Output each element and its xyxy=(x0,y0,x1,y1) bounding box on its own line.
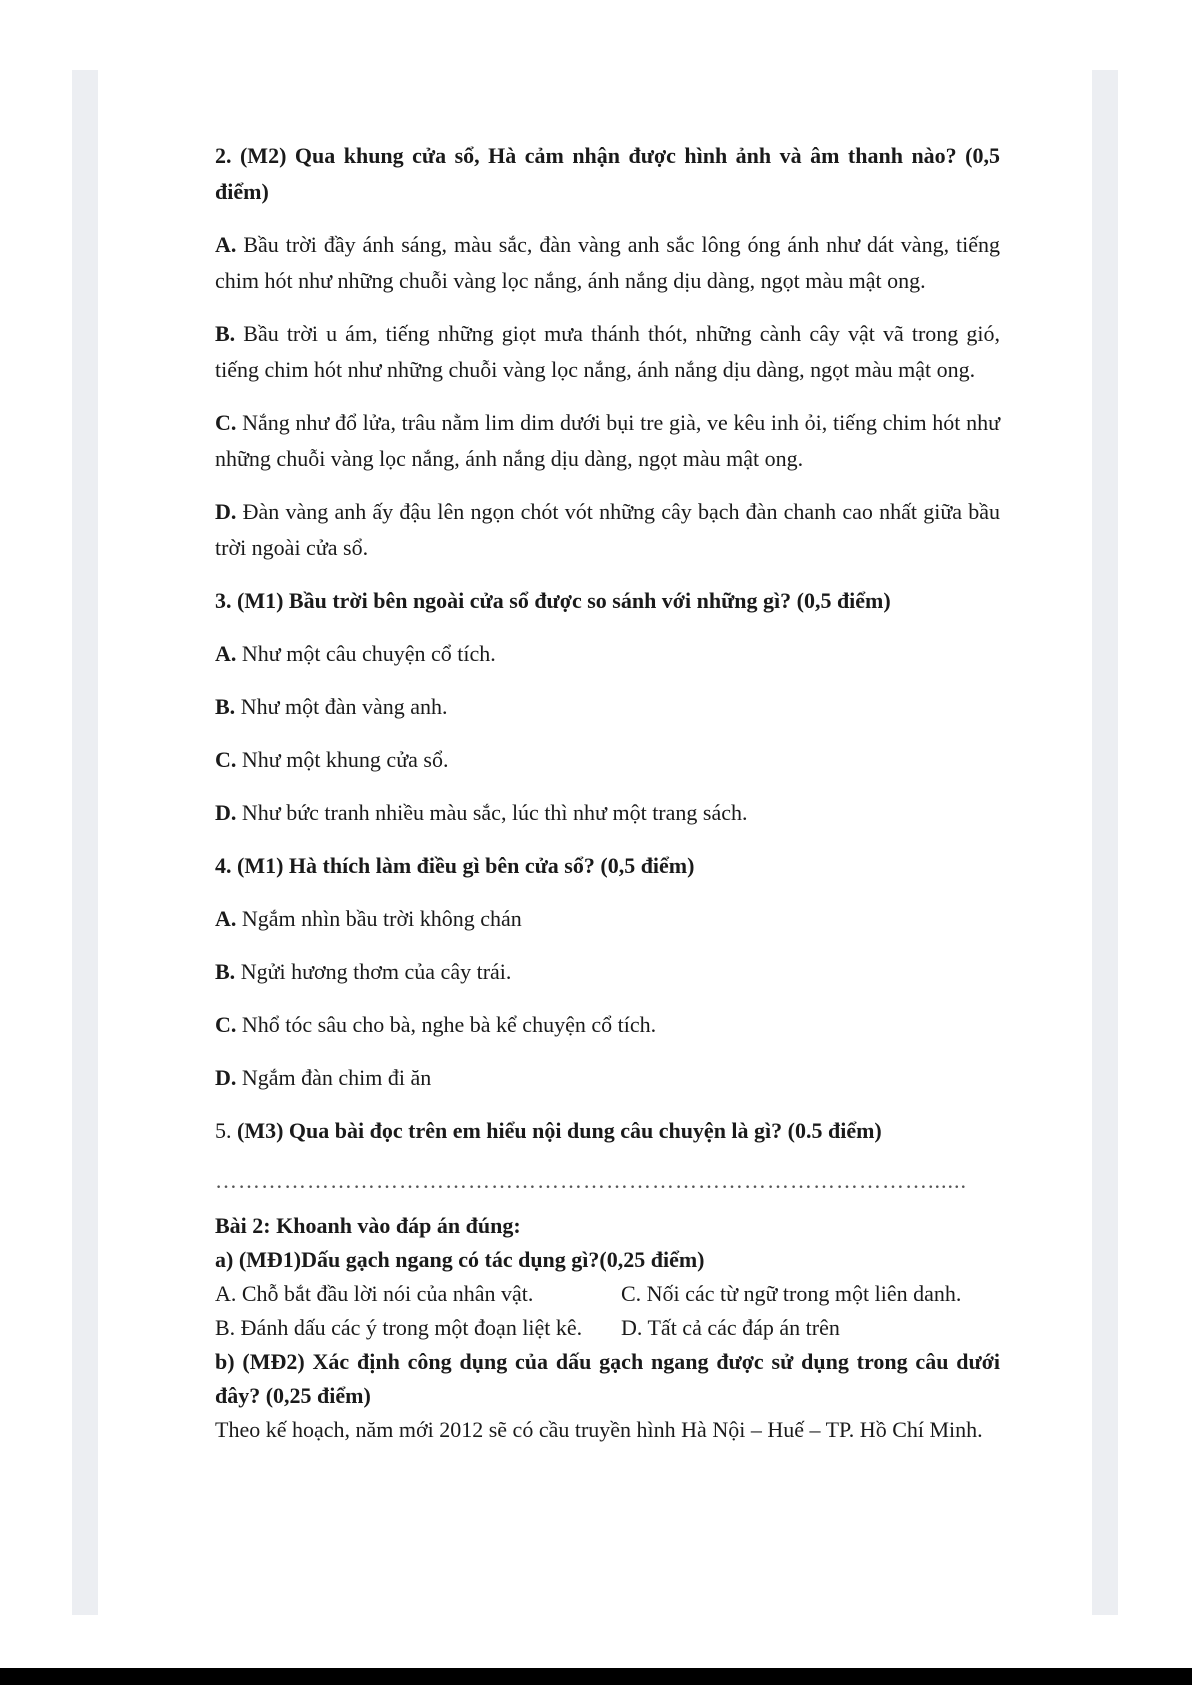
question-3 xyxy=(215,583,1000,831)
part-b-sentence: Theo kế hoạch, năm mới 2012 sẽ có cầu truyền hình Hà Nội – Huế – TP. Hồ Chí Minh. xyxy=(215,1417,983,1442)
question-text: (M3) Qua bài đọc trên em hiểu nội dung câu chuyện là gì? (0.5 điểm) xyxy=(237,1118,882,1143)
option-text: Ngửi hương thơm của cây trái. xyxy=(235,959,512,984)
exercise-2 xyxy=(215,1209,1000,1447)
part-a-options-row-1 xyxy=(215,1277,1000,1311)
question-5 xyxy=(215,1113,1000,1195)
option-letter: B. xyxy=(215,321,236,346)
option-letter: C. xyxy=(215,747,237,772)
option-text: Như bức tranh nhiều màu sắc, lúc thì như một trang sách. xyxy=(236,800,748,825)
bottom-bar xyxy=(0,1668,1192,1685)
question-2-option-c xyxy=(215,405,1000,477)
question-3-option-a xyxy=(215,636,1000,672)
option-letter: C. xyxy=(215,410,237,435)
option-letter: C. xyxy=(215,1012,237,1037)
document-page[interactable] xyxy=(98,70,1092,1615)
option-text: Như một đàn vàng anh. xyxy=(235,694,448,719)
option-text: Bầu trời u ám, tiếng những giọt mưa thánh thót, những cành cây vật vã trong gió, tiếng chim hót như những chuỗi vàng lọc nắng, ánh nắng dịu dàng, ngọt màu mật ong. xyxy=(215,321,1000,382)
question-5-title xyxy=(215,1113,1000,1149)
left-margin-strip xyxy=(72,70,98,1615)
question-4-title: 4. (M1) Hà thích làm điều gì bên cửa sổ? (0,5 điểm) xyxy=(215,853,695,878)
option-text: Nhổ tóc sâu cho bà, nghe bà kể chuyện cổ tích. xyxy=(236,1012,657,1037)
question-3-option-d xyxy=(215,795,1000,831)
option-text: Ngắm đàn chim đi ăn xyxy=(236,1065,432,1090)
part-a-option-b[interactable]: B. Đánh dấu các ý trong một đoạn liệt kê. xyxy=(215,1315,583,1340)
part-a-option-a[interactable]: A. Chỗ bắt đầu lời nói của nhân vật. xyxy=(215,1281,534,1306)
exercise-2-heading: Bài 2: Khoanh vào đáp án đúng: xyxy=(215,1213,521,1238)
right-margin-strip xyxy=(1092,70,1118,1615)
part-a-option-c[interactable]: C. Nối các từ ngữ trong một liên danh. xyxy=(621,1281,962,1306)
option-text: Bầu trời đầy ánh sáng, màu sắc, đàn vàng anh sắc lông óng ánh như dát vàng, tiếng chim hót như những chuỗi vàng lọc nắng, ánh nắng dịu dàng, ngọt màu mật ong. xyxy=(215,232,1000,293)
option-letter: A. xyxy=(215,906,237,931)
part-a-option-d[interactable]: D. Tất cả các đáp án trên xyxy=(621,1315,840,1340)
question-3-option-b xyxy=(215,689,1000,725)
option-text: Ngắm nhìn bầu trời không chán xyxy=(236,906,522,931)
question-2-title: 2. (M2) Qua khung cửa sổ, Hà cảm nhận được hình ảnh và âm thanh nào? (0,5 điểm) xyxy=(215,143,1000,204)
option-text: Nắng như đổ lửa, trâu nằm lim dim dưới bụi tre già, ve kêu inh ỏi, tiếng chim hót như những chuỗi vàng lọc nắng, ánh nắng dịu dàng, ngọt màu mật ong. xyxy=(215,410,1000,471)
option-text: Như một khung cửa sổ. xyxy=(236,747,449,772)
question-3-option-c xyxy=(215,742,1000,778)
option-letter: D. xyxy=(215,499,237,524)
question-4-option-b xyxy=(215,954,1000,990)
option-letter: B. xyxy=(215,959,236,984)
option-letter: D. xyxy=(215,800,237,825)
option-letter: D. xyxy=(215,1065,237,1090)
question-4-option-a xyxy=(215,901,1000,937)
option-letter: B. xyxy=(215,694,236,719)
question-2 xyxy=(215,138,1000,566)
option-text: Đàn vàng anh ấy đậu lên ngọn chót vót những cây bạch đàn chanh cao nhất giữa bầu trời ngoài cửa sổ. xyxy=(215,499,1000,560)
question-4-option-d xyxy=(215,1060,1000,1096)
part-a-title: a) (MĐ1)Dấu gạch ngang có tác dụng gì?(0,25 điểm) xyxy=(215,1247,705,1272)
page-content xyxy=(215,138,1000,1447)
question-2-option-d xyxy=(215,494,1000,566)
question-2-option-b xyxy=(215,316,1000,388)
part-b-title: b) (MĐ2) Xác định công dụng của dấu gạch ngang được sử dụng trong câu dưới đây? (0,25 điểm) xyxy=(215,1349,1000,1408)
option-letter: A. xyxy=(215,232,237,257)
option-text: Như một câu chuyện cổ tích. xyxy=(236,641,496,666)
question-4-option-c xyxy=(215,1007,1000,1043)
question-number: 5. xyxy=(215,1118,237,1143)
question-4 xyxy=(215,848,1000,1096)
part-a-options-row-2 xyxy=(215,1311,1000,1345)
answer-dotted-line[interactable]: …………………………………………………………………………………...... xyxy=(215,1168,967,1193)
question-3-title: 3. (M1) Bầu trời bên ngoài cửa sổ được so sánh với những gì? (0,5 điểm) xyxy=(215,588,891,613)
question-2-option-a xyxy=(215,227,1000,299)
option-letter: A. xyxy=(215,641,237,666)
